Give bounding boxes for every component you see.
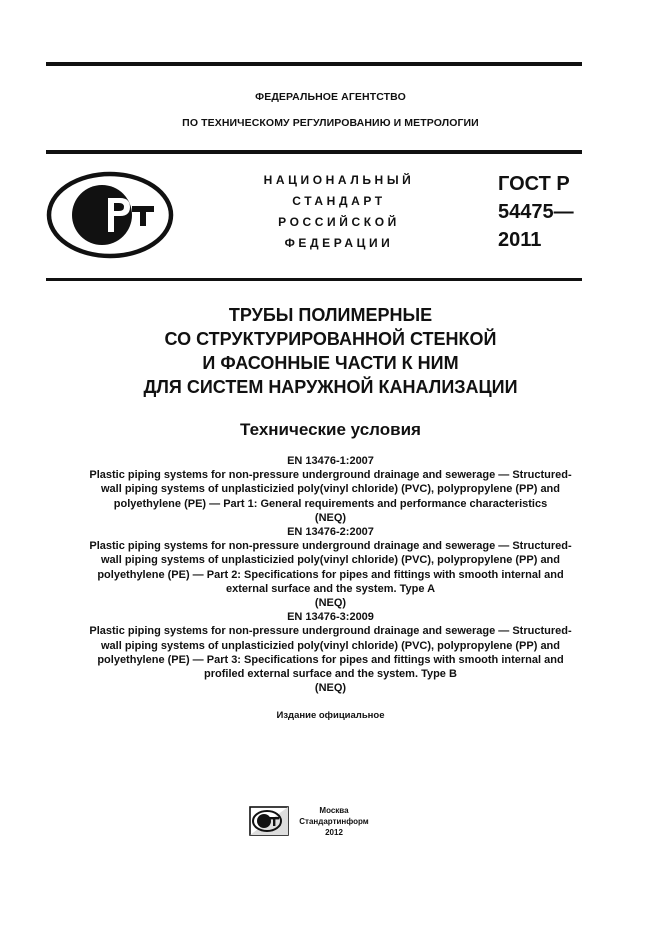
national-standard-lines bbox=[246, 170, 432, 254]
title-rule bbox=[46, 278, 582, 281]
standard-line-2: СТАНДАРТ bbox=[292, 194, 386, 208]
top-rule bbox=[46, 62, 582, 66]
gost-designation bbox=[498, 170, 574, 254]
standard-line-3: РОССИЙСКОЙ bbox=[278, 215, 400, 229]
agency-line-1: ФЕДЕРАЛЬНОЕ АГЕНТСТВО bbox=[255, 91, 406, 103]
reference-standards bbox=[40, 454, 621, 695]
reference-line: profiled external surface and the system. Type B bbox=[204, 668, 457, 681]
title-line-1: ТРУБЫ ПОЛИМЕРНЫЕ bbox=[228, 305, 433, 325]
reference-line: Plastic piping systems for non-pressure underground drainage and sewerage — Structured- bbox=[89, 540, 572, 553]
reference-code: EN 13476-3:2009 bbox=[287, 611, 374, 624]
header-rule bbox=[46, 150, 582, 154]
publisher-year: 2012 bbox=[325, 828, 343, 837]
gost-line-1: ГОСТ Р bbox=[498, 173, 570, 195]
reference-line: external surface and the system. Type A bbox=[225, 582, 436, 595]
reference-line: wall piping systems of unplasticizied poly(vinyl chloride) (PVC), polypropylene (PP) and bbox=[100, 639, 560, 652]
reference-code: EN 13476-2:2007 bbox=[287, 526, 374, 539]
reference-line: wall piping systems of unplasticizied poly(vinyl chloride) (PVC), polypropylene (PP) and bbox=[100, 483, 560, 496]
reference-code: EN 13476-1:2007 bbox=[287, 455, 374, 467]
agency-line-2: ПО ТЕХНИЧЕСКОМУ РЕГУЛИРОВАНИЮ И МЕТРОЛОГИИ bbox=[182, 117, 479, 129]
publisher-info bbox=[292, 805, 376, 838]
gost-rst-emblem-icon bbox=[46, 170, 174, 260]
reference-tag: (NEQ) bbox=[314, 597, 347, 610]
reference-line: wall piping systems of unplasticizied poly(vinyl chloride) (PVC), polypropylene (PP) and bbox=[100, 554, 560, 567]
reference-line: polyethylene (PE) — Part 1: General requirements and performance characteristics bbox=[113, 497, 548, 510]
publisher-name: Стандартинформ bbox=[299, 817, 369, 826]
reference-tag: (NEQ) bbox=[314, 511, 347, 524]
edition-label: Издание официальное bbox=[276, 710, 385, 721]
document-subtitle: Технические условия bbox=[240, 420, 421, 439]
reference-line: polyethylene (PE) — Part 3: Specifications for pipes and fittings with smooth internal and bbox=[97, 653, 564, 666]
reference-line: Plastic piping systems for non-pressure underground drainage and sewerage — Structured- bbox=[89, 469, 572, 482]
gost-line-3: 2011 bbox=[498, 229, 542, 251]
standard-line-4: ФЕДЕРАЦИИ bbox=[284, 236, 394, 250]
reference-line: polyethylene (PE) — Part 2: Specifications for pipes and fittings with smooth internal and bbox=[97, 568, 564, 581]
reference-line: Plastic piping systems for non-pressure underground drainage and sewerage — Structured- bbox=[89, 625, 572, 638]
standartinform-logo-icon bbox=[249, 806, 289, 836]
title-line-3: И ФАСОННЫЕ ЧАСТИ К НИМ bbox=[202, 353, 459, 373]
standard-line-1: НАЦИОНАЛЬНЫЙ bbox=[263, 173, 415, 187]
title-line-2: СО СТРУКТУРИРОВАННОЙ СТЕНКОЙ bbox=[164, 329, 497, 349]
publisher-city: Москва bbox=[319, 806, 349, 815]
document-title bbox=[0, 303, 661, 399]
reference-tag: (NEQ) bbox=[314, 682, 347, 695]
title-line-4: ДЛЯ СИСТЕМ НАРУЖНОЙ КАНАЛИЗАЦИИ bbox=[143, 377, 518, 397]
gost-line-2: 54475— bbox=[498, 201, 574, 223]
